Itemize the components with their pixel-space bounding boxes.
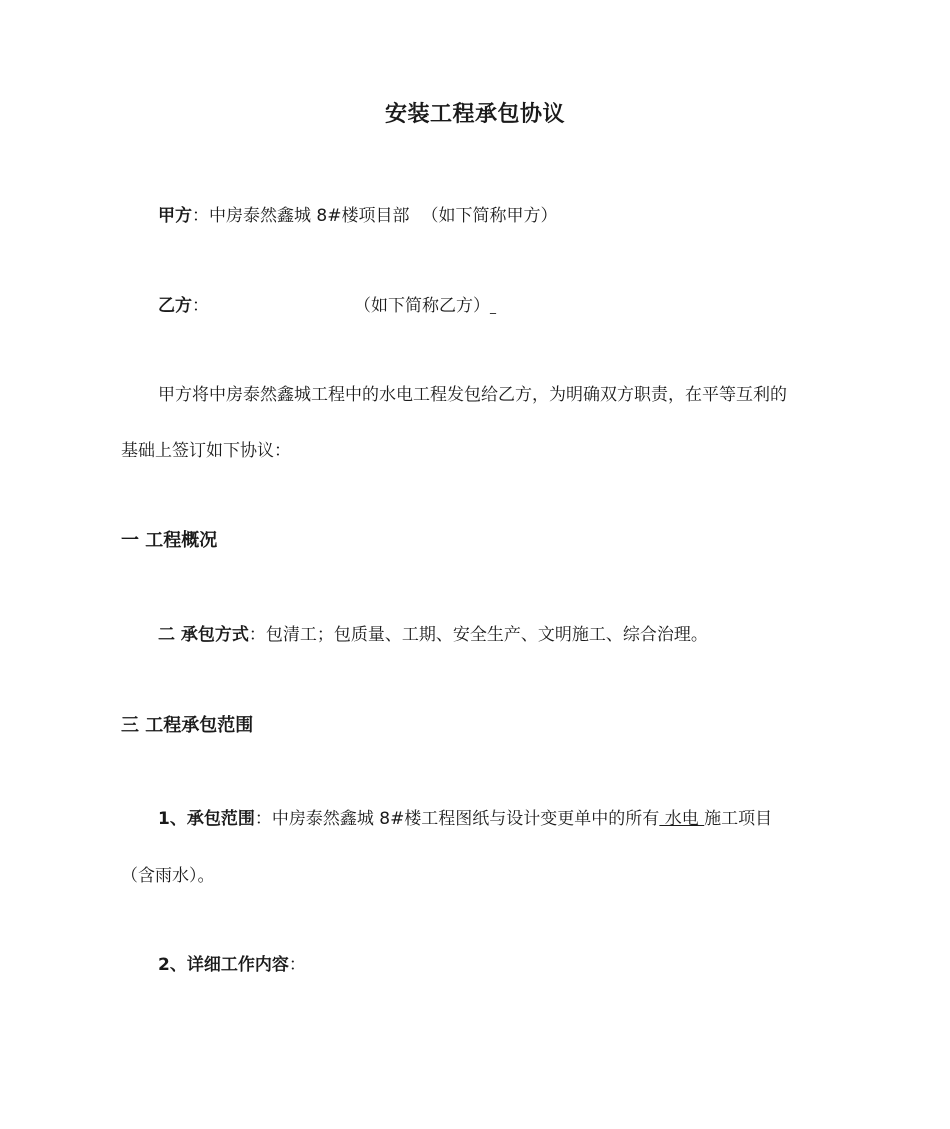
- item-2-label: 2、详细工作内容: [158, 955, 289, 975]
- intro-line-2: 基础上签订如下协议：: [121, 441, 291, 461]
- party-a-colon: ：: [192, 206, 209, 226]
- section-1-heading: 一 工程概况: [121, 530, 218, 551]
- section-2-colon: ：: [248, 625, 266, 645]
- intro-line-1: 甲方将中房泰然鑫城工程中的水电工程发包给乙方，为明确双方职责，在平等互利的: [158, 385, 787, 405]
- section-3-heading: 三 工程承包范围: [121, 715, 254, 736]
- party-b-label: 乙方: [158, 296, 192, 316]
- item-1-label: 1、承包范围: [158, 809, 255, 829]
- party-b-colon: ：: [192, 296, 209, 316]
- party-a-value: 中房泰然鑫城 8#楼项目部: [209, 206, 410, 226]
- party-a-note: （如下简称甲方）: [421, 206, 558, 226]
- item-1-text-before: 中房泰然鑫城 8#楼工程图纸与设计变更单中的所有: [271, 809, 660, 829]
- item-2-line: [158, 952, 306, 978]
- party-b-note: （如下简称乙方）: [354, 296, 490, 316]
- item-1-text-after: 施工项目: [704, 809, 773, 829]
- section-2-line: [158, 622, 708, 648]
- item-1-colon: ：: [254, 809, 272, 829]
- item-1-underlined: 水电: [659, 809, 705, 829]
- item-2-colon: ：: [288, 955, 306, 975]
- document-title: 安装工程承包协议: [384, 102, 565, 127]
- item-1-line-2: （含雨水）。: [121, 866, 215, 886]
- section-2-text: 包清工；包质量、工期、安全生产、文明施工、综合治理。: [265, 625, 708, 645]
- party-a-line: [158, 203, 557, 229]
- section-2-heading: 二 承包方式: [158, 625, 249, 645]
- party-b-line: [158, 293, 496, 320]
- item-1-line: [158, 806, 772, 832]
- party-b-trail: _: [490, 300, 496, 314]
- party-a-label: 甲方: [158, 206, 192, 226]
